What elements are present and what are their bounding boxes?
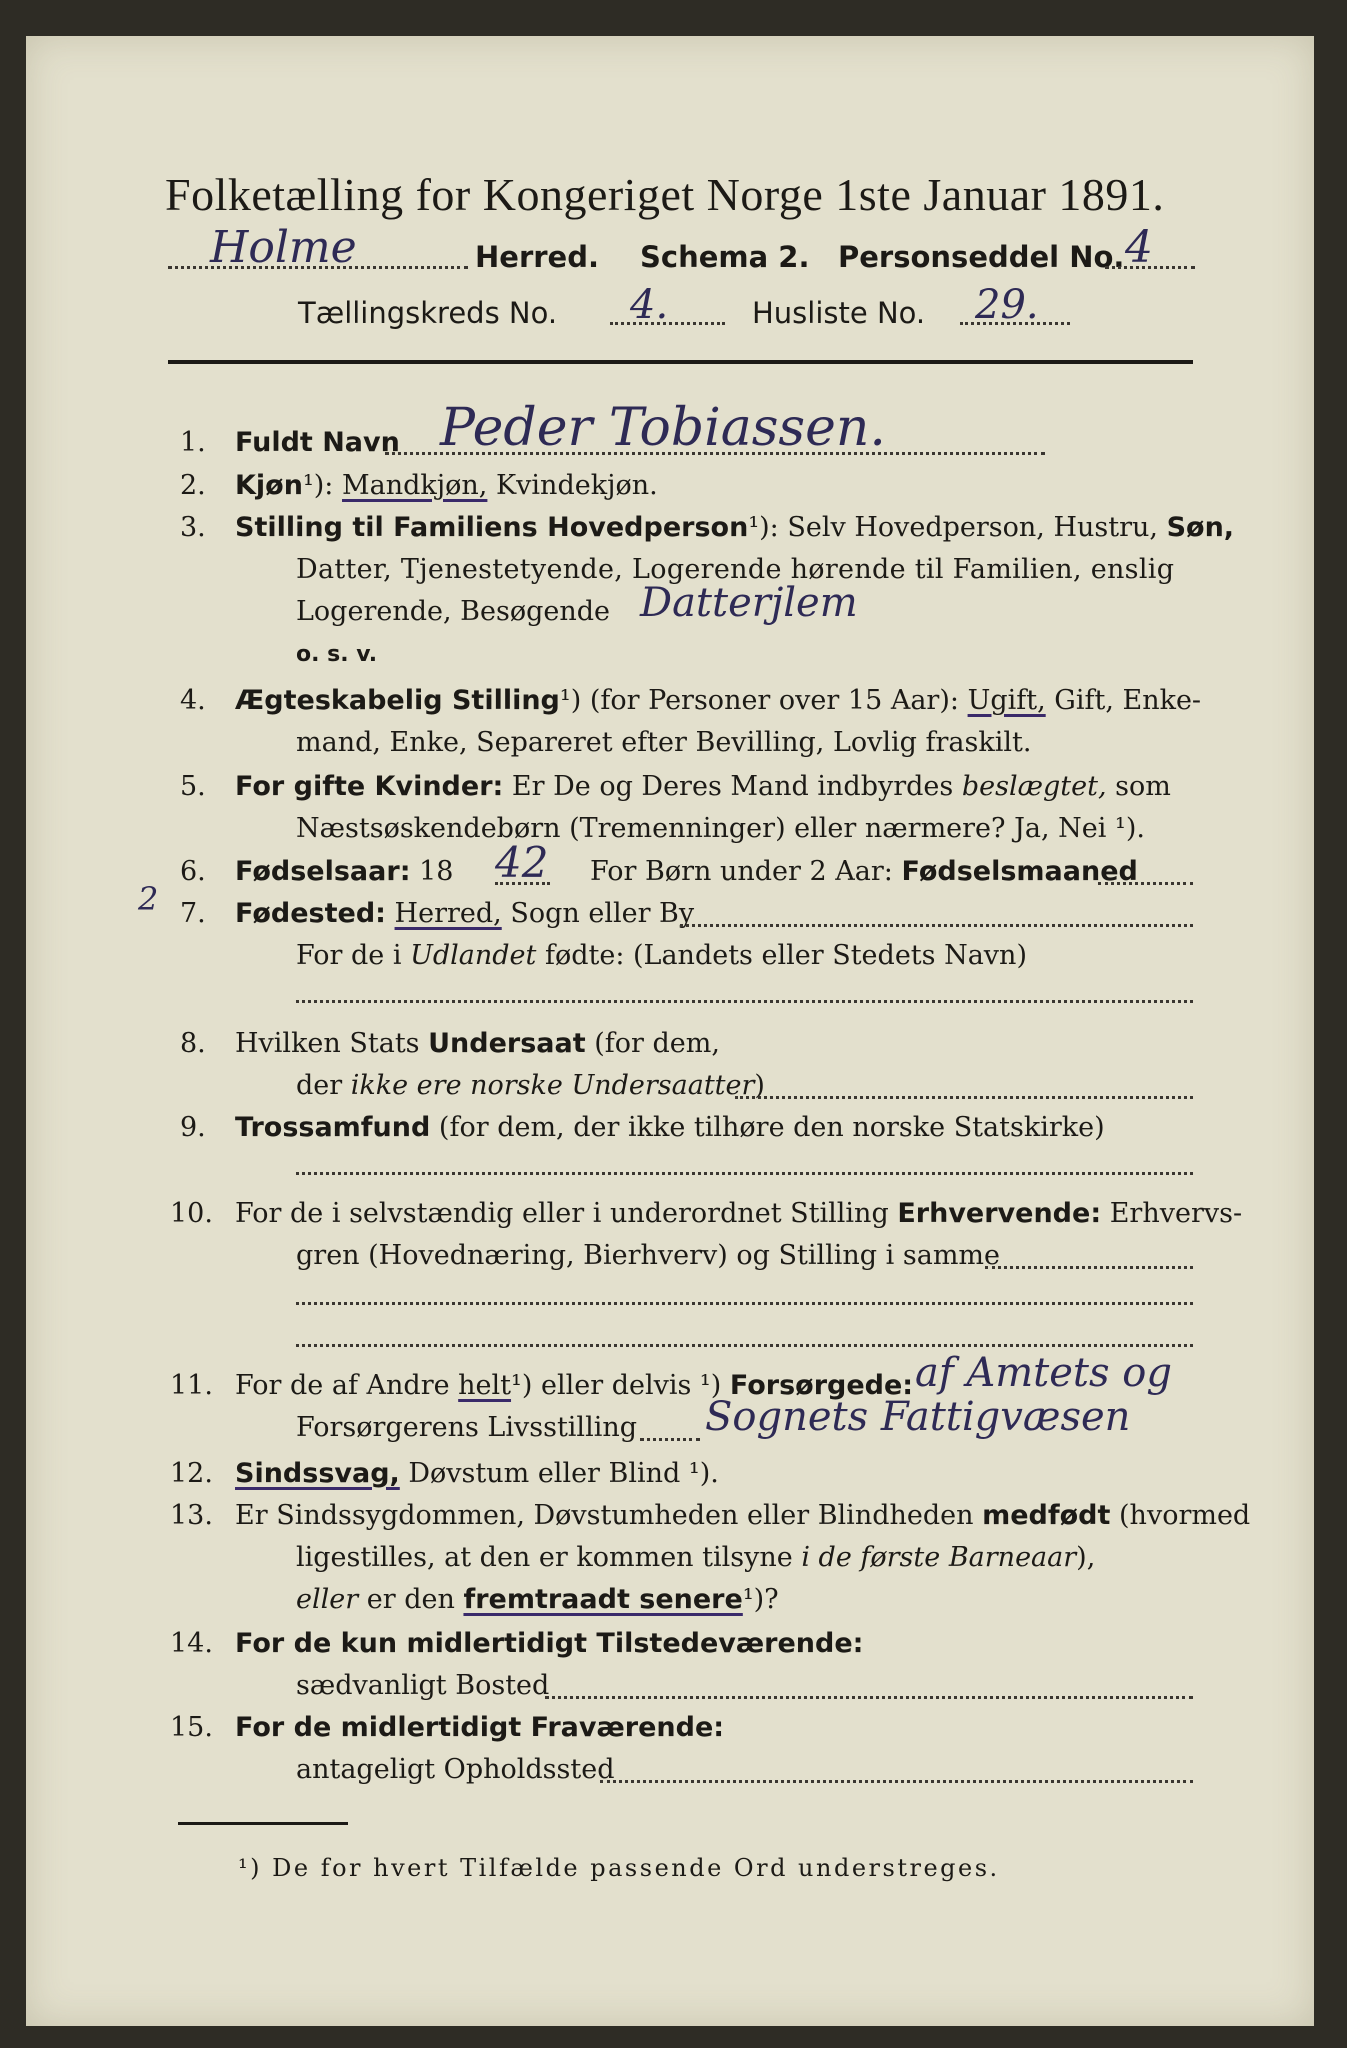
q11-dotted-line bbox=[640, 1438, 700, 1441]
q13-number: 13. bbox=[170, 1500, 213, 1531]
q6-number: 6. bbox=[180, 856, 206, 887]
q7-margin-mark: 2 bbox=[138, 880, 159, 918]
q13-line3-a: er den bbox=[366, 1584, 455, 1615]
q2-label: Kjøn bbox=[235, 470, 303, 501]
q13-line3 bbox=[296, 1584, 779, 1615]
q10-label: Erhvervende: bbox=[897, 1198, 1102, 1229]
q3-label: Stilling til Familiens Hovedperson bbox=[235, 512, 749, 543]
q7-answer-dotted bbox=[296, 1000, 1193, 1003]
q13-line2 bbox=[296, 1542, 1095, 1573]
q4-line1-rest: Gift, Enke- bbox=[1054, 685, 1202, 716]
q7-option-herred: Herred, bbox=[394, 898, 502, 929]
q6-value: 42 bbox=[495, 838, 549, 887]
q1-value: Peder Tobiassen. bbox=[440, 398, 886, 458]
personseddel-label: Personseddel No. bbox=[838, 240, 1125, 274]
q6-rest bbox=[590, 856, 1138, 887]
q14-dotted-line bbox=[545, 1696, 1193, 1699]
q13-line3-italic: eller bbox=[296, 1584, 359, 1615]
herred-value: Holme bbox=[210, 222, 357, 273]
q15-line2: antageligt Opholdssted bbox=[296, 1754, 615, 1785]
q6-label: Fødselsaar: bbox=[235, 856, 411, 887]
q7-line2-italic: Udlandet bbox=[410, 940, 537, 971]
q8-line2-a: der bbox=[296, 1070, 343, 1101]
q15-dotted-line bbox=[600, 1780, 1193, 1783]
q7-label: Fødested: bbox=[235, 898, 386, 929]
q7-number: 7. bbox=[180, 898, 206, 929]
q8-line1-b: (for dem, bbox=[594, 1028, 720, 1059]
q3-option-son: Søn, bbox=[1166, 512, 1235, 543]
q2-option-mandkjon: Mandkjøn, bbox=[342, 470, 488, 501]
q5-italic: beslægtet, bbox=[961, 771, 1107, 802]
q11-value1: af Amtets og bbox=[915, 1350, 1172, 1396]
footnote-rule bbox=[178, 1822, 348, 1825]
q13-line2-a: ligestilles, at den er kommen tilsyne bbox=[296, 1542, 793, 1573]
q11-option-helt: helt bbox=[458, 1370, 512, 1401]
q8-line2 bbox=[296, 1070, 765, 1101]
q7-dotted-line bbox=[680, 924, 1193, 927]
q7-rest: Sogn eller By bbox=[510, 898, 695, 929]
q5-line2: Næstsøskendebørn (Tremenninger) eller nærmere? Ja, Nei ¹). bbox=[296, 813, 1145, 844]
q2-option-kvindekjon: Kvindekjøn. bbox=[496, 470, 658, 501]
q6-line bbox=[235, 856, 453, 887]
q4-line1 bbox=[235, 685, 1201, 716]
q5-line1-end: som bbox=[1115, 771, 1171, 802]
q13-bold: medfødt bbox=[982, 1500, 1111, 1531]
q4-line2: mand, Enke, Separeret efter Bevilling, Lovlig fraskilt. bbox=[296, 727, 1032, 758]
q10-line1-a: For de i selvstændig eller i underordnet Stilling bbox=[235, 1198, 889, 1229]
q9-line1-text: (for dem, der ikke tilhøre den norske Statskirke) bbox=[438, 1112, 1105, 1143]
q3-line2: Datter, Tjenestetyende, Logerende hørende til Familien, enslig bbox=[296, 554, 1175, 585]
q5-line1-text: Er De og Deres Mand indbyrdes bbox=[511, 771, 954, 802]
q9-line1 bbox=[235, 1112, 1105, 1143]
q2-number: 2. bbox=[180, 470, 206, 501]
q2-text bbox=[235, 470, 658, 501]
q6-rest-text: For Børn under 2 Aar: bbox=[590, 856, 893, 887]
q10-line1 bbox=[235, 1198, 1242, 1229]
schema-label: Schema 2. bbox=[640, 240, 810, 274]
q6-rest-bold: Fødselsmaaned bbox=[901, 856, 1138, 887]
q4-option-ugift: Ugift, bbox=[967, 685, 1046, 716]
q13-line1 bbox=[235, 1500, 1250, 1531]
q11-line1-b: ¹) eller delvis ¹) bbox=[511, 1370, 722, 1401]
q8-line1-a: Hvilken Stats bbox=[235, 1028, 420, 1059]
q6-prefix: 18 bbox=[419, 856, 454, 887]
q7-line2-b: fødte: (Landets eller Stedets Navn) bbox=[544, 940, 1027, 971]
q13-line1-a: Er Sindssygdommen, Døvstumheden eller Blindheden bbox=[235, 1500, 974, 1531]
q5-line1 bbox=[235, 771, 1171, 802]
q4-number: 4. bbox=[180, 685, 206, 716]
q13-line2-b: ), bbox=[1076, 1542, 1096, 1573]
q3-number: 3. bbox=[180, 512, 206, 543]
q12-rest: Døvstum eller Blind ¹). bbox=[408, 1458, 719, 1489]
q8-line1 bbox=[235, 1028, 720, 1059]
husliste-value: 29. bbox=[975, 282, 1039, 328]
q11-value2: Sognets Fattigvæsen bbox=[705, 1394, 1131, 1440]
q13-line1-b: (hvormed bbox=[1119, 1500, 1251, 1531]
q14-line1: For de kun midlertidigt Tilstedeværende: bbox=[235, 1628, 864, 1659]
kreds-label: Tællingskreds No. bbox=[298, 296, 558, 330]
q4-sup: ¹) bbox=[559, 685, 582, 716]
q15-number: 15. bbox=[170, 1712, 213, 1743]
kreds-value: 4. bbox=[630, 282, 669, 328]
herred-label: Herred. bbox=[475, 240, 599, 274]
q13-line2-italic: i de første Barneaar bbox=[801, 1542, 1077, 1573]
q8-dotted-line bbox=[735, 1096, 1193, 1099]
q10-dotted-line bbox=[985, 1266, 1193, 1269]
q4-line1-text: (for Personer over 15 Aar): bbox=[589, 685, 959, 716]
q11-number: 11. bbox=[170, 1370, 213, 1401]
q3-line4: o. s. v. bbox=[296, 642, 378, 667]
q14-number: 14. bbox=[170, 1628, 213, 1659]
q9-label: Trossamfund bbox=[235, 1112, 431, 1143]
q3-sup: ¹): bbox=[748, 512, 779, 543]
q11-line1-a: For de af Andre bbox=[235, 1370, 450, 1401]
q15-line1: For de midlertidigt Fraværende: bbox=[235, 1712, 725, 1743]
q10-line1-b: Erhvervs- bbox=[1109, 1198, 1243, 1229]
q9-number: 9. bbox=[180, 1112, 206, 1143]
q10-line2: gren (Hovednæring, Bierhverv) og Stilling i samme bbox=[296, 1240, 1001, 1271]
q3-value: Datterjlem bbox=[640, 580, 858, 626]
q12-number: 12. bbox=[170, 1458, 213, 1489]
header-rule bbox=[168, 360, 1193, 364]
q8-line2-italic: ikke ere norske Undersaatter bbox=[350, 1070, 755, 1101]
q1-number: 1. bbox=[180, 427, 206, 458]
personseddel-value: 4 bbox=[1125, 222, 1153, 273]
q10-answer-dotted-1 bbox=[296, 1302, 1193, 1305]
q5-label: For gifte Kvinder: bbox=[235, 771, 504, 802]
form-title: Folketælling for Kongeriget Norge 1ste Januar 1891. bbox=[165, 169, 1165, 220]
q8-line2-b: ) bbox=[754, 1070, 765, 1101]
q7-line2-a: For de i bbox=[296, 940, 402, 971]
q11-label: Forsørgede: bbox=[729, 1370, 914, 1401]
q7-line2 bbox=[296, 940, 1027, 971]
q6-dotted-line bbox=[1098, 882, 1193, 885]
q4-label: Ægteskabelig Stilling bbox=[235, 685, 560, 716]
q11-line2: Forsørgerens Livsstilling bbox=[296, 1412, 638, 1443]
footnote: ¹) De for hvert Tilfælde passende Ord understreges. bbox=[238, 1854, 1000, 1882]
q10-answer-dotted-2 bbox=[296, 1344, 1193, 1347]
q5-number: 5. bbox=[180, 771, 206, 802]
q2-sup: ¹): bbox=[302, 470, 334, 501]
husliste-label: Husliste No. bbox=[752, 296, 926, 330]
q3-line3: Logerende, Besøgende bbox=[296, 596, 610, 627]
q3-line1-text: Selv Hovedperson, Hustru, bbox=[787, 512, 1158, 543]
q13-option-fremtraadt: fremtraadt senere bbox=[463, 1584, 743, 1615]
q1-label: Fuldt Navn bbox=[235, 427, 400, 458]
q14-line2: sædvanligt Bosted bbox=[296, 1670, 550, 1701]
q9-answer-dotted bbox=[296, 1172, 1193, 1175]
q12-line bbox=[235, 1458, 719, 1489]
q8-label: Undersaat bbox=[428, 1028, 586, 1059]
q13-line3-b: ¹)? bbox=[742, 1584, 779, 1615]
q7-line1 bbox=[235, 898, 694, 929]
q8-number: 8. bbox=[180, 1028, 206, 1059]
q3-line1 bbox=[235, 512, 1234, 543]
q12-option-sindssvag: Sindssvag, bbox=[235, 1458, 400, 1489]
q10-number: 10. bbox=[170, 1198, 213, 1229]
